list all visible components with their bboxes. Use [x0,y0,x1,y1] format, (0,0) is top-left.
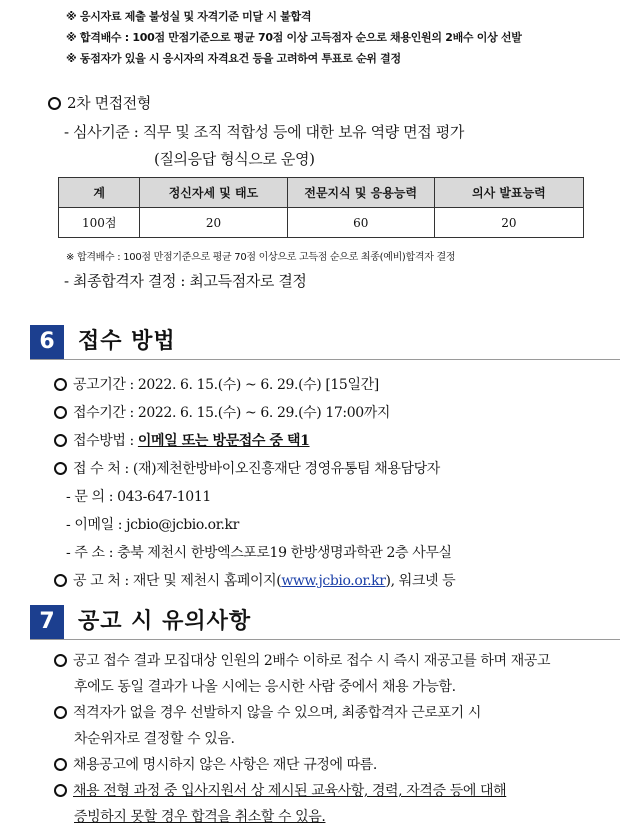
method-value: 이메일 또는 방문접수 중 택1 [137,433,310,449]
circle-bullet-icon [54,784,67,797]
method-label: 접수방법 : [73,433,138,449]
circle-bullet-icon [54,378,67,391]
circle-bullet-icon [54,574,67,587]
stage2-heading [48,92,151,113]
final-decision: - 최종합격자 결정 : 최고득점자로 결정 [64,272,307,290]
receive-period: 접수기간 : 2022. 6. 15.(수) ~ 6. 29.(수) 17:00까지 [73,405,390,421]
table-cell: 60 [287,208,434,238]
criteria-label: - 심사기준 : [64,123,139,141]
circle-bullet-icon [54,462,67,475]
interview-score-table [58,177,584,238]
table-header: 정신자세 및 태도 [140,178,287,208]
section-6-header [30,325,620,360]
homepage-link[interactable]: www.jcbio.or.kr [281,573,386,589]
list-item [54,650,550,670]
contact-phone: - 문 의 : 043-647-1011 [66,489,211,505]
section-number-badge: 7 [30,605,64,639]
notice-item-continuation: 증빙하지 못할 경우 합격을 취소할 수 있음. [74,809,326,825]
list-item [54,458,440,478]
circle-bullet-icon [54,406,67,419]
table-cell: 20 [434,208,583,238]
table-cell: 100점 [59,208,140,238]
circle-bullet-icon [54,654,67,667]
notice-item-continuation: 차순위자로 결정할 수 있음. [74,731,235,747]
table-header: 계 [59,178,140,208]
note-line: ※ 동점자가 있을 시 응시자의 자격요건 등을 고려하여 투표로 순위 결정 [66,52,401,65]
criteria-sub: (질의응답 형식으로 운영) [154,150,315,168]
table-header: 전문지식 및 응용능력 [287,178,434,208]
list-item [54,402,390,422]
receive-office: 접 수 처 : (재)제천한방바이오진흥재단 경영유통팀 채용담당자 [73,461,440,477]
section-title: 접수 방법 [78,329,176,354]
contact-email: - 이메일 : jcbio@jcbio.or.kr [66,517,239,533]
section-7-header [30,605,620,640]
table-cell: 20 [140,208,287,238]
contact-address: - 주 소 : 충북 제천시 한방엑스포로19 한방생명과학관 2층 사무실 [66,545,452,561]
criteria-text: 직무 및 조직 적합성 등에 대한 보유 역량 면접 평가 [142,123,464,141]
table-header-row [59,178,584,208]
notice-item-text: 적격자가 없을 경우 선발하지 않을 수 있으며, 최종합격자 근로포기 시 [73,705,481,721]
table-row [59,208,584,238]
note-line: ※ 합격배수 : 100점 만점기준으로 평균 70점 이상 고득점자 순으로 채용인원의 2배수 이상 선발 [66,31,522,44]
notice-tail: ), 워크넷 등 [385,573,456,589]
notice-label: 공 고 처 : 재단 및 제천시 홈페이지( [73,573,282,589]
circle-bullet-icon [54,706,67,719]
stage2-note: ※ 합격배수 : 100점 만점기준으로 평균 70점 이상으로 고득점 순으로 최종(예비)합격자 결정 [66,252,456,263]
criteria-line [64,121,464,142]
circle-bullet-icon [48,97,61,110]
notice-item-text: 채용 전형 과정 중 입사지원서 상 제시된 교육사항, 경력, 자격증 등에 대해 [73,783,507,799]
list-item [54,374,379,394]
list-item [54,702,481,722]
list-item [54,754,377,774]
note-line: ※ 응시자료 제출 불성실 및 자격기준 미달 시 불합격 [66,10,312,23]
stage2-heading-text: 2차 면접전형 [67,94,151,112]
announce-period: 공고기간 : 2022. 6. 15.(수) ~ 6. 29.(수) [15일간] [73,377,379,393]
section-number-badge: 6 [30,325,64,359]
notice-item-text: 채용공고에 명시하지 않은 사항은 재단 규정에 따름. [73,757,377,773]
table-header: 의사 발표능력 [434,178,583,208]
section-title: 공고 시 유의사항 [78,609,252,634]
list-item [54,430,310,450]
circle-bullet-icon [54,434,67,447]
list-item [54,780,506,800]
circle-bullet-icon [54,758,67,771]
list-item [54,570,455,590]
notice-item-text: 공고 접수 결과 모집대상 인원의 2배수 이하로 접수 시 즉시 재공고를 하며 재공고 [73,653,551,669]
notice-item-continuation: 후에도 동일 결과가 나올 시에는 응시한 사람 중에서 채용 가능함. [74,679,456,695]
